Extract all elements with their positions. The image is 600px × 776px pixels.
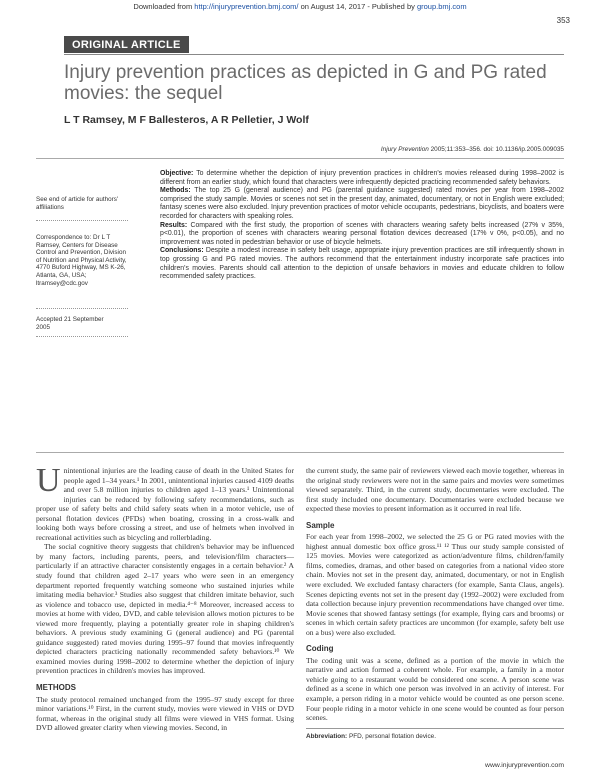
page-number: 353 [556,16,570,25]
results-label: Results: [160,221,188,229]
abstract [160,170,564,282]
sample-heading: Sample [306,520,335,530]
methods-paragraph: The study protocol remained unchanged from the 1995–97 study except for three minor variations.¹⁰ First, in the current study, movies were viewed in VHS or DVD format, whereas in the original study all films were viewed in VHS format. Using DVD allowed greater clarity when viewing movies. Second, in [36,694,294,733]
abstract-results [160,222,564,248]
abstract-divider [36,452,564,453]
methods-label: Methods: [160,187,191,195]
sidebar-divider [36,336,128,337]
objective-label: Objective: [160,170,194,177]
abstract-methods [160,187,564,221]
abstract-conclusions [160,247,564,281]
methods-text: The top 25 G (general audience) and PG (parental guidance suggested) rated movies per year from 1998–2002 comprised the study sample. Movies or scenes not set in the present day, animated, documentary, or not in English were excluded; fantasy scenes were also excluded. Injury prevention practices of motor vehicle occupants, pedestrians, bicyclists, and boaters were recorded for characters with speaking roles. [160,187,564,220]
footnote-divider [306,728,564,729]
intro-paragraph-2: The social cognitive theory suggests that children's behavior may be influenced by many factors, including parents, peers, and television/film characters—particularly if an attractive character consistently engages in a certain behavior.² A study found that children aged 2–17 years who were seen in an emergency department reported frequently watching someone who sustained injuries while imitating media behavior.³ Studies also suggest that children imitate behavior, such as violence and tobacco use, depicted in media.⁴⁻⁸ Moreover, increased access to movies at home with video, DVD, and cable television allows motion pictures to be viewed more frequently, playing a potentially greater role in shaping children's behaviors. A previous study examining G (general audience) and PG (parental guidance suggested) rated movies during 1995–97 found that movies infrequently depicted characters practicing nationally recommended safety behaviors.¹⁰ We examined movies during 1998–2002 to determine whether the depiction of injury prevention practices in children's movies has improved. [36,542,294,676]
footnote-label: Abbreviation: [306,733,348,740]
coding-heading: Coding [306,644,334,654]
sidebar-accepted: Accepted 21 September 2005 [36,316,104,331]
sidebar-affiliations: See end of article for authors' affiliations [36,196,119,211]
article-type-badge: ORIGINAL ARTICLE [64,36,189,53]
sidebar-divider [36,220,128,221]
results-text: Compared with the first study, the proportion of scenes with characters wearing safety belts increased (27% v 35%, p<0.01), the proportion of scenes with characters wearing personal flotation devices decreased (17% v 0%, p<0.05), and no improvement was noted in pedestrian behavior or use of bicycle helmets. [160,221,564,246]
citation-divider [36,158,564,159]
body-column-left [36,462,295,733]
download-bar [0,0,600,14]
intro-paragraph-1 [36,462,295,542]
drop-cap: U [36,462,61,499]
sidebar-divider [36,308,128,309]
download-date: on August 14, 2017 - Published by [300,2,415,11]
objective-text: To determine whether the depiction of injury prevention practices in children's movies released during 1998–2002 is different from an earlier study, which found that characters were infrequently depicted practicing recommended safety behaviors. [160,170,564,186]
header-divider [64,54,564,55]
footnote-text: PFD, personal flotation device. [348,733,436,740]
methods-paragraph-continued: the current study, the same pair of reviewers viewed each movie together, whereas in the original study reviewers were not in the same pairs and movies were sometimes viewed separately. Third, in the current study, documentaries were excluded. The first study included one documentary. Documentaries were excluded because we expected these movies to present information as it occurred in real life. [306,466,564,514]
footnote [306,733,564,740]
methods-heading: METHODS [36,683,76,693]
citation-line [381,146,564,153]
body-column-right [306,466,564,723]
conclusions-label: Conclusions: [160,247,204,255]
abstract-objective [160,170,564,187]
citation-journal: Injury Prevention [380,146,429,153]
conclusions-text: Despite a modest increase in safety belt usage, appropriate injury prevention practices are still infrequently shown in top grossing G and PG rated movies. The authors recommend that the entertainment industry incorporate safe practices into children's movies. Parents should call attention to the depiction of unsafe behaviors in movies and educate children to follow recommended safety practices. [160,247,564,281]
author-list: L T Ramsey, M F Ballesteros, A R Pelletier, J Wolf [64,114,309,126]
download-prefix: Downloaded from [133,2,193,11]
publisher-link[interactable]: group.bmj.com [416,2,467,11]
footer-url[interactable]: www.injuryprevention.com [485,762,564,769]
sample-paragraph: For each year from 1998–2002, we selected the 25 G or PG rated movies with the highest annual domestic box office gross.¹¹ ¹² Thus our study sample consisted of 125 movies. Movies were categorized as action/adventure films, children/family films, comedies, dramas, and other based on categories from a national video store chain. Movies not set in the present day, animated, documentary, or not in English were excluded. We excluded fantasy characters (for example, Santa Claus, angels). Scenes depicting events not set in the present day (1992–2002) were excluded from data collection because injury prevention recommendations have changed over time. Movie scenes that showed fantasy settings (for example, flying cars and brooms) or scenes in which certain safety practices are uncommon (for example, safety belt use on a bus) were also excluded. [306,532,564,637]
sidebar-correspondence: Correspondence to: Dr L T Ramsey, Centers for Disease Control and Prevention, Division of Nutrition and Physical Activity, 4770 Buford Highway, MS K-26, Atlanta, GA, USA; ltramsey@cdc.gov [36,234,127,287]
article-title: Injury prevention practices as depicted in G and PG rated movies: the sequel [64,62,547,104]
intro-text-1: nintentional injuries are the leading cause of death in the United States for people aged 1–34 years.¹ In 2001, unintentional injuries caused 4109 deaths and over 5.8 million injuries to children aged 1–13 years.¹ Unintentional injuries can be reduced by following safety recommendations, such as proper use of safety belts and child safety seats when in a motor vehicle, use of personal flotation devices (PFDs) when boating, crossing in a cross-walk and looking both ways before crossing a street, and use of helmets when involved in recreational activities such as bicycling and rollerblading. [36,466,295,542]
coding-paragraph: The coding unit was a scene, defined as a portion of the movie in which the narrative and action formed a coherent whole. For example, a family in a motor vehicle going to a restaurant would be considered one scene. A person scene was defined as a scene in which one person was involved in an activity of interest. For example, a person riding in a motor vehicle would be counted as one person scene. Four people riding in a motor vehicle in one scene would be counted as four person scenes. [306,655,564,723]
citation-details: 2005;11:353–356. doi: 10.1136/ip.2005.009035 [430,146,564,153]
download-url-link[interactable]: http://injuryprevention.bmj.com/ [194,2,299,11]
